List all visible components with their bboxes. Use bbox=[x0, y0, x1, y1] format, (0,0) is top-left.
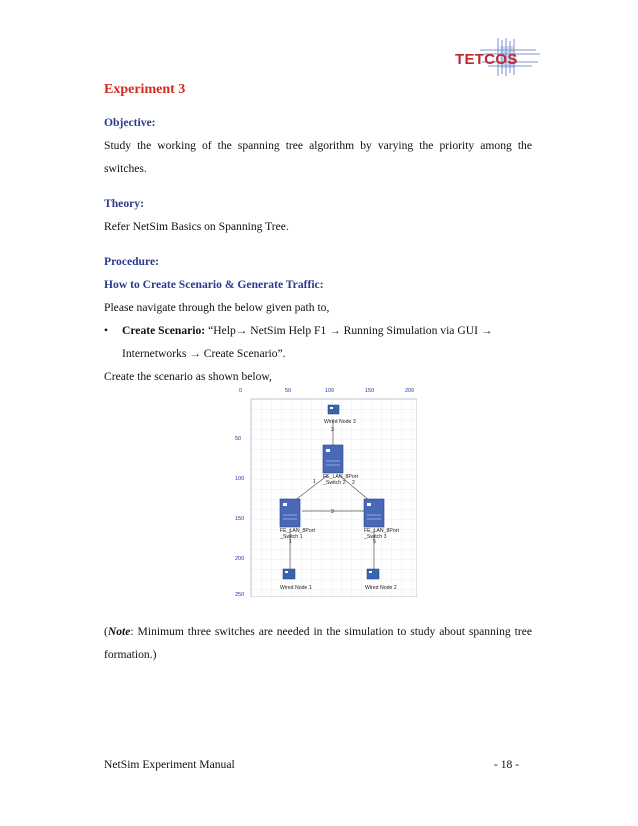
wired-node-2-icon bbox=[367, 569, 379, 579]
x-tick-50: 50 bbox=[285, 388, 292, 394]
y-tick-200: 200 bbox=[235, 556, 245, 562]
switch-1-label-line1: FE_LAN_8Port bbox=[280, 528, 315, 534]
footer-page-number: - 18 - bbox=[494, 758, 520, 771]
switch-3-label-line2: _Switch 3 bbox=[364, 534, 387, 540]
switch-3-icon bbox=[364, 499, 384, 527]
switch-2-icon bbox=[323, 445, 343, 473]
wired-node-1-label: Wired Node 1 bbox=[280, 585, 312, 591]
experiment-title: Experiment 3 bbox=[104, 82, 186, 97]
port-label-sw2-left: 1 bbox=[313, 479, 316, 485]
note-paragraph bbox=[104, 620, 532, 666]
bullet-path-text: “Help→ NetSim Help F1 → Running Simulation via GUI → Internetworks → Create Scenario”. bbox=[122, 324, 493, 360]
port-label-sw3-bottom: 5 bbox=[373, 539, 376, 545]
network-scenario-figure bbox=[224, 383, 417, 597]
x-tick-150: 150 bbox=[365, 388, 375, 394]
y-tick-250: 250 bbox=[235, 592, 245, 597]
x-tick-200: 200 bbox=[405, 388, 415, 394]
y-tick-150: 150 bbox=[235, 516, 245, 522]
wired-node-3-icon bbox=[328, 405, 339, 414]
tetcos-logo bbox=[440, 38, 540, 76]
footer-manual-title: NetSim Experiment Manual bbox=[104, 758, 235, 771]
document-body bbox=[104, 76, 532, 388]
bullet-label: Create Scenario: bbox=[122, 324, 206, 337]
switch-2-label-line2: _Switch 2 bbox=[323, 480, 346, 486]
switch-1-label-line2: _Switch 1 bbox=[280, 534, 303, 540]
port-label-sw2-right: 2 bbox=[352, 480, 355, 486]
port-label-sw1-bottom: 1 bbox=[289, 539, 292, 545]
theory-heading: Theory: bbox=[104, 197, 144, 210]
x-tick-100: 100 bbox=[325, 388, 335, 394]
procedure-heading: Procedure: bbox=[104, 255, 159, 268]
logo-text: TETCOS bbox=[455, 51, 518, 68]
port-label-mid: 3 bbox=[331, 509, 334, 515]
procedure-after: Create the scenario as shown below, bbox=[104, 370, 272, 383]
objective-heading: Objective: bbox=[104, 116, 156, 129]
note-label: Note bbox=[107, 625, 131, 638]
bullet-body bbox=[122, 319, 532, 365]
note-text: : Minimum three switches are needed in the simulation to study about spanning tree formation.) bbox=[104, 625, 532, 661]
switch-2-label-line1: FE_LAN_8Port bbox=[323, 474, 358, 480]
theory-text: Refer NetSim Basics on Spanning Tree. bbox=[104, 220, 289, 233]
x-tick-0: 0 bbox=[239, 388, 243, 394]
port-label-node3: 3 bbox=[331, 427, 334, 433]
y-tick-100: 100 bbox=[235, 476, 245, 482]
objective-text: Study the working of the spanning tree algorithm by varying the priority among the switches. bbox=[104, 139, 532, 175]
note-open-paren: ( bbox=[104, 625, 108, 638]
create-scenario-bullet bbox=[104, 319, 532, 365]
procedure-subheading: How to Create Scenario & Generate Traffic: bbox=[104, 278, 324, 291]
bullet-dot: • bbox=[104, 324, 109, 337]
wired-node-1-icon bbox=[283, 569, 295, 579]
switch-3-label-line1: FE_LAN_8Port bbox=[364, 528, 399, 534]
switch-1-icon bbox=[280, 499, 300, 527]
procedure-intro: Please navigate through the below given path to, bbox=[104, 301, 330, 314]
scenario-canvas bbox=[224, 383, 417, 597]
wired-node-2-label: Wired Node 2 bbox=[365, 585, 397, 591]
wired-node-3-label: Wired Node 3 bbox=[324, 419, 356, 425]
y-tick-50: 50 bbox=[235, 436, 242, 442]
